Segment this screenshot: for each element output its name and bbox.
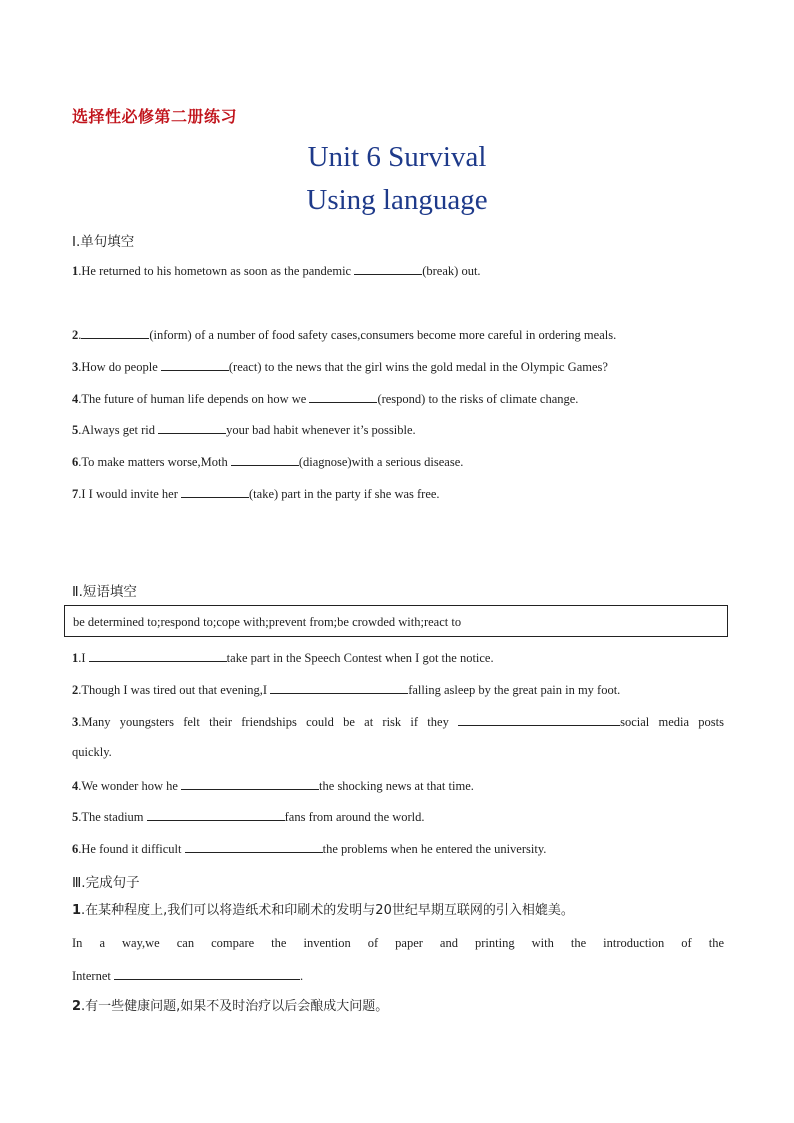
question-number: 6: [72, 455, 79, 469]
question-text: social media posts: [620, 715, 724, 729]
question-item: [72, 649, 724, 667]
answer-blank[interactable]: [231, 453, 299, 466]
answer-blank[interactable]: [181, 485, 249, 498]
question-text: .Always get rid: [78, 423, 159, 437]
answer-blank[interactable]: [158, 421, 226, 434]
question-text: (inform) of a number of food safety cases,consumers become more careful in ordering meals.: [149, 328, 617, 342]
question-number: 7: [72, 487, 79, 501]
question-text: .Though I was tired out that evening,I: [78, 683, 271, 697]
question-text: (diagnose)with a serious disease.: [298, 455, 464, 469]
question-text: fans from around the world.: [284, 810, 425, 824]
question-text: .The stadium: [78, 810, 147, 824]
question-item: [72, 999, 724, 1015]
question-text: Internet: [72, 969, 114, 983]
question-text: .: [300, 969, 304, 983]
question-text: .How do people: [78, 360, 161, 374]
question-text: .I I would invite her: [78, 487, 182, 501]
english-sentence-line: In a way,we can compare the invention of paper and printing with the introduction of the: [72, 936, 724, 950]
question-item: [72, 681, 724, 699]
question-number: 2: [72, 328, 79, 342]
question-text: .We wonder how he: [78, 779, 182, 793]
question-number: 5: [72, 810, 79, 824]
question-item: [72, 840, 724, 858]
lesson-title: Using language: [306, 184, 488, 216]
question-text: falling asleep by the great pain in my foot.: [408, 683, 621, 697]
answer-blank[interactable]: [354, 262, 422, 275]
question-continuation: quickly.: [72, 745, 112, 759]
question-item: [72, 777, 724, 795]
answer-blank[interactable]: [181, 777, 319, 790]
question-item: [72, 358, 724, 376]
question-item: [72, 713, 724, 731]
question-number: 4: [72, 779, 79, 793]
question-text: .He found it difficult: [78, 842, 185, 856]
question-item: [72, 421, 724, 439]
question-text: (take) part in the party if she was free.: [249, 487, 440, 501]
question-text: .Many youngsters felt their friendships could be at risk if they: [78, 715, 459, 729]
question-text: (break) out.: [422, 264, 481, 278]
question-number: 2: [72, 683, 79, 697]
english-sentence-line: [72, 967, 724, 985]
question-text: (respond) to the risks of climate change.: [377, 392, 579, 406]
phrase-bank: be determined to;respond to;cope with;prevent from;be crowded with;react to: [64, 605, 728, 637]
question-text: .He returned to his hometown as soon as the pandemic: [78, 264, 355, 278]
chinese-prompt: .在某种程度上,我们可以将造纸术和印刷术的发明与20世纪早期互联网的引入相媲美。: [81, 903, 574, 918]
question-item: [72, 485, 724, 503]
question-text: .To make matters worse,Moth: [78, 455, 231, 469]
question-item: [72, 262, 724, 280]
answer-blank[interactable]: [81, 326, 149, 339]
question-text: take part in the Speech Contest when I got the notice.: [226, 651, 494, 665]
question-item: [72, 453, 724, 471]
unit-title: Unit 6 Survival: [307, 141, 487, 173]
answer-blank[interactable]: [458, 713, 620, 726]
question-number: 3: [72, 360, 79, 374]
question-text: the shocking news at that time.: [319, 779, 474, 793]
question-text: (react) to the news that the girl wins the gold medal in the Olympic Games?: [228, 360, 608, 374]
question-number: 3: [72, 715, 79, 729]
answer-blank[interactable]: [89, 649, 227, 662]
answer-blank[interactable]: [114, 967, 300, 980]
section-2-heading: Ⅱ.短语填空: [72, 584, 137, 600]
question-item: [72, 903, 724, 919]
section-1-heading: Ⅰ.单句填空: [72, 234, 135, 250]
question-item: [72, 326, 724, 344]
section-3-heading: Ⅲ.完成句子: [72, 875, 140, 891]
question-number: 1: [72, 651, 79, 665]
chinese-prompt: .有一些健康问题,如果不及时治疗以后会酿成大问题。: [81, 999, 389, 1014]
question-text: .: [78, 328, 82, 342]
book-title: 选择性必修第二册练习: [72, 107, 238, 126]
question-item: [72, 808, 724, 826]
question-text: .I: [78, 651, 89, 665]
question-item: [72, 390, 724, 408]
answer-blank[interactable]: [147, 808, 285, 821]
question-number: 1: [72, 264, 79, 278]
question-number: 2: [72, 999, 82, 1014]
question-number: 1: [72, 903, 82, 918]
question-number: 6: [72, 842, 79, 856]
answer-blank[interactable]: [309, 390, 377, 403]
question-number: 5: [72, 423, 79, 437]
answer-blank[interactable]: [161, 358, 229, 371]
question-text: your bad habit whenever it’s possible.: [226, 423, 416, 437]
answer-blank[interactable]: [185, 840, 323, 853]
question-text: the problems when he entered the university.: [322, 842, 547, 856]
question-number: 4: [72, 392, 79, 406]
answer-blank[interactable]: [270, 681, 408, 694]
question-text: .The future of human life depends on how we: [78, 392, 310, 406]
